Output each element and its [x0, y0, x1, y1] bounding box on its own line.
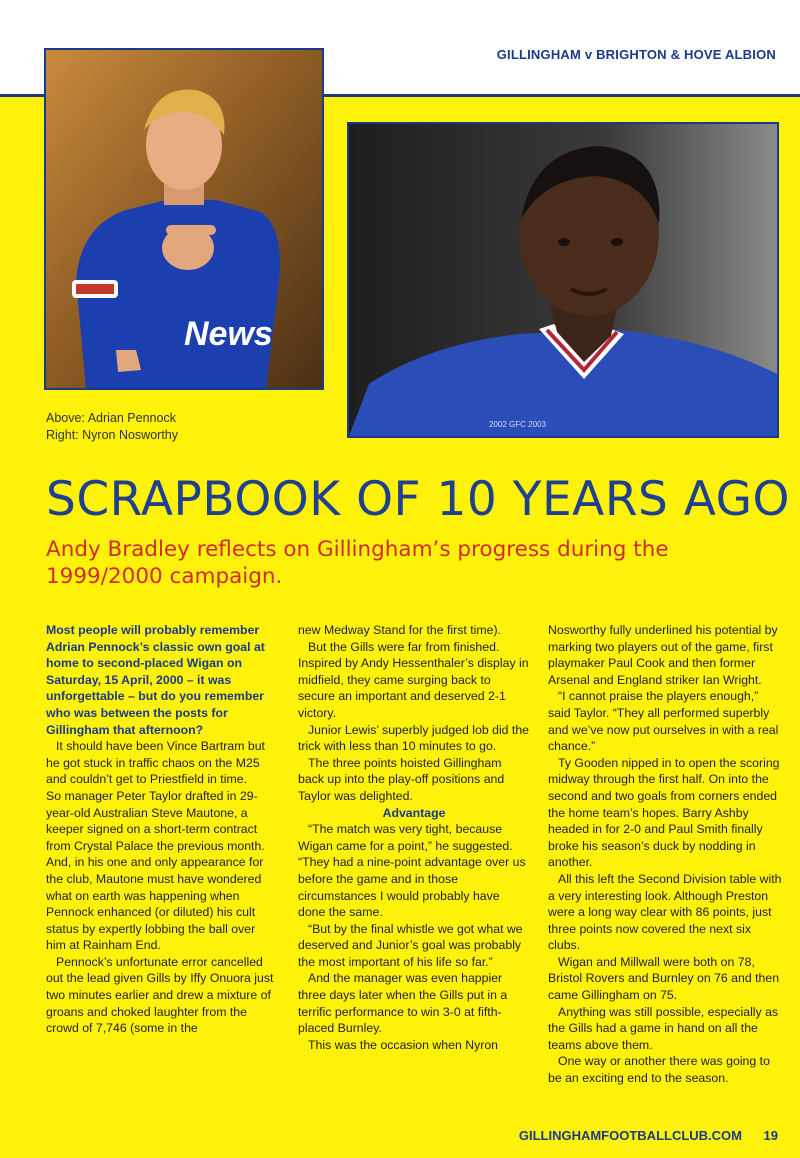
lead-paragraph: Most people will probably remember Adrian Pennock’s classic own goal at home to second-placed Wigan on Saturday, 15 April, 2000 – it was unforgettable – but do you remember who was between the posts for Gillingham that afternoon?	[46, 623, 265, 737]
article-column-3	[548, 622, 782, 1087]
photo-caption	[46, 410, 178, 444]
paragraph: The three points hoisted Gillingham back up into the play-off positions and Taylor was delighted.	[298, 755, 505, 803]
article-subtitle: Andy Bradley reflects on Gillingham’s progress during the 1999/2000 campaign.	[46, 537, 669, 589]
paragraph: One way or another there was going to be an exciting end to the season.	[548, 1054, 770, 1086]
paragraph: Ty Gooden nipped in to open the scoring midway through the first half. On into the second and two goals from corners ended the home team’s hopes. Barry Ashby headed in for 2-0 and Paul Smith finally broke his season’s duck by nodding in another.	[548, 755, 780, 870]
pennock-illustration	[46, 50, 322, 388]
match-header: GILLINGHAM v BRIGHTON & HOVE ALBION	[496, 47, 776, 62]
caption-right: Right: Nyron Nosworthy	[46, 428, 178, 442]
photo-adrian-pennock	[44, 48, 324, 390]
article-column-2	[298, 622, 530, 1053]
paragraph: All this left the Second Division table with a very interesting look. Although Preston were a long way clear with 86 points, just three points now covered the next six clubs.	[548, 871, 782, 953]
nosworthy-illustration	[349, 124, 777, 436]
paragraph: “I cannot praise the players enough,” said Taylor. “They all performed superbly and we’ve now put ourselves in with a real chance.”	[548, 689, 779, 754]
paragraph: Anything was still possible, especially as the Gills had a game in hand on all the teams above them.	[548, 1004, 779, 1052]
paragraph: And the manager was even happier three days later when the Gills put in a terrific performance to win 3-0 at fifth-placed Burnley.	[298, 971, 508, 1036]
paragraph: This was the occasion when Nyron	[308, 1037, 499, 1052]
subhead-advantage: Advantage	[382, 805, 446, 820]
paragraph: And, in his one and only appearance for the club, Mautone must have wondered what on earth was happening when Pennock enhanced (or diluted) his cult status by expertly lobbing the ball over him at Rainham End.	[46, 855, 264, 953]
article-title: SCRAPBOOK OF 10 YEARS AGO	[46, 472, 791, 527]
paragraph: “The match was very tight, because Wigan came for a point,” he suggested. “They had a nine-point advantage over us before the game and in those circumstances I would probably have done the same.	[298, 822, 526, 920]
paragraph: “But by the final whistle we got what we deserved and Junior’s goal was probably the most important of his life so far.”	[298, 921, 523, 969]
paragraph: Nosworthy fully underlined his potential by marking two players out of the game, first playmaker Paul Cook and then former Arsenal and England striker Ian Wright.	[548, 623, 778, 687]
shirt-badge-text: 2002 GFC 2003	[489, 420, 546, 429]
paragraph: Junior Lewis’ superbly judged lob did the trick with less than 10 minutes to go.	[298, 722, 530, 754]
paragraph: Wigan and Millwall were both on 78, Bristol Rovers and Burnley on 76 and then came Gillingham on 75.	[548, 954, 780, 1003]
photo-nyron-nosworthy	[347, 122, 779, 438]
caption-above: Above: Adrian Pennock	[46, 411, 176, 425]
paragraph: new Medway Stand for the first time).	[298, 623, 501, 637]
paragraph: So manager Peter Taylor drafted in 29-year-old Australian Steve Mautone, a keeper signed on a short-term contract from Crystal Palace the previous month.	[46, 788, 265, 853]
paragraph: Pennock’s unfortunate error cancelled out the lead given Gills by Iffy Onuora just two minutes earlier and drew a mixture of groans and choked laughter from the crowd of 7,746 (some in the	[46, 954, 274, 1036]
shirt-sponsor-text: News	[184, 315, 273, 353]
paragraph: It should have been Vince Bartram but he got stuck in traffic chaos on the M25 and couldn’t get to Priestfield in time.	[46, 739, 265, 787]
page-number: 19	[763, 1128, 778, 1143]
paragraph: But the Gills were far from finished. Inspired by Andy Hessenthaler’s display in midfield, they came surging back to secure an important and deserved 2-1 victory.	[298, 639, 529, 720]
article-column-1	[46, 622, 278, 1037]
footer-website: GILLINGHAMFOOTBALLCLUB.COM	[518, 1128, 742, 1143]
